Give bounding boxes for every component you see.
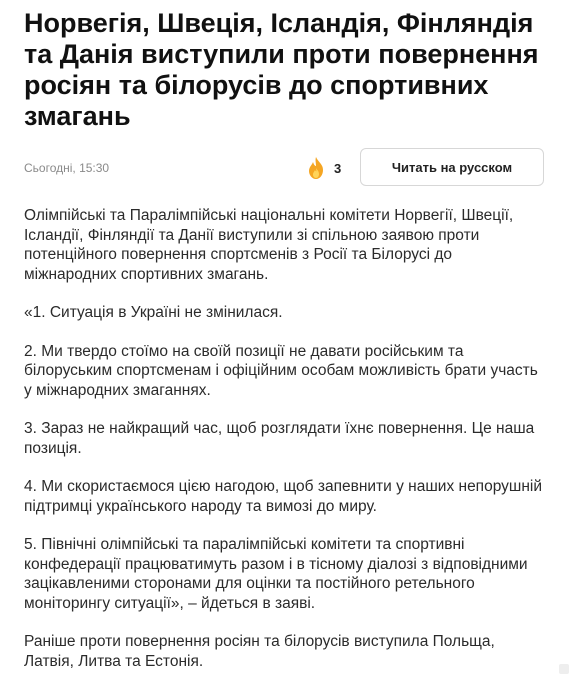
read-in-russian-button[interactable]: Читать на русском xyxy=(360,148,544,186)
watermark-icon xyxy=(556,661,572,677)
article-paragraph: 3. Зараз не найкращий час, щоб розглядати їхнє повернення. Це наша позиція. xyxy=(24,420,535,457)
article-body xyxy=(24,206,544,690)
article-paragraph: 5. Північні олімпійські та паралімпійські комітети та спортивні конфедерації працюватимуть разом і в тісному діалозі з відповідними зацікавленими сторонами для оцінки та постійного ретельного моніторингу ситуації», – йдеться в заяві. xyxy=(24,536,528,612)
article-paragraph: «1. Ситуація в Україні не змінилася. xyxy=(24,304,283,321)
reactions[interactable] xyxy=(306,154,341,182)
publish-date: Сьогодні, 15:30 xyxy=(24,161,110,175)
article xyxy=(24,8,548,670)
article-paragraph: 2. Ми твердо стоїмо на своїй позиції не давати російським та білоруським спортсменам і офіційним особам можливість брати участь у міжнародних змаганнях. xyxy=(24,342,538,399)
flame-icon[interactable] xyxy=(306,156,326,180)
article-headline: Норвегія, Швеція, Ісландія, Фінляндія та Данія виступили проти повернення росіян та білорусів до спортивних змагань xyxy=(24,8,539,131)
reaction-count: 3 xyxy=(334,160,342,176)
article-paragraph: Раніше проти повернення росіян та білорусів виступила Польща, Латвія, Литва та Естонія. xyxy=(24,633,495,670)
article-meta-row xyxy=(24,148,544,188)
article-paragraph: 4. Ми скористаємося цією нагодою, щоб запевнити у наших непорушній підтримці українського народу та вимозі до миру. xyxy=(24,478,542,515)
article-paragraph: Олімпійські та Паралімпійські національні комітети Норвегії, Швеції, Ісландії, Фінляндії та Данії виступили зі спільною заявою проти потенційного повернення спортсменів з Росії та Білорусі до міжнародних спортивних змагань. xyxy=(24,207,514,283)
